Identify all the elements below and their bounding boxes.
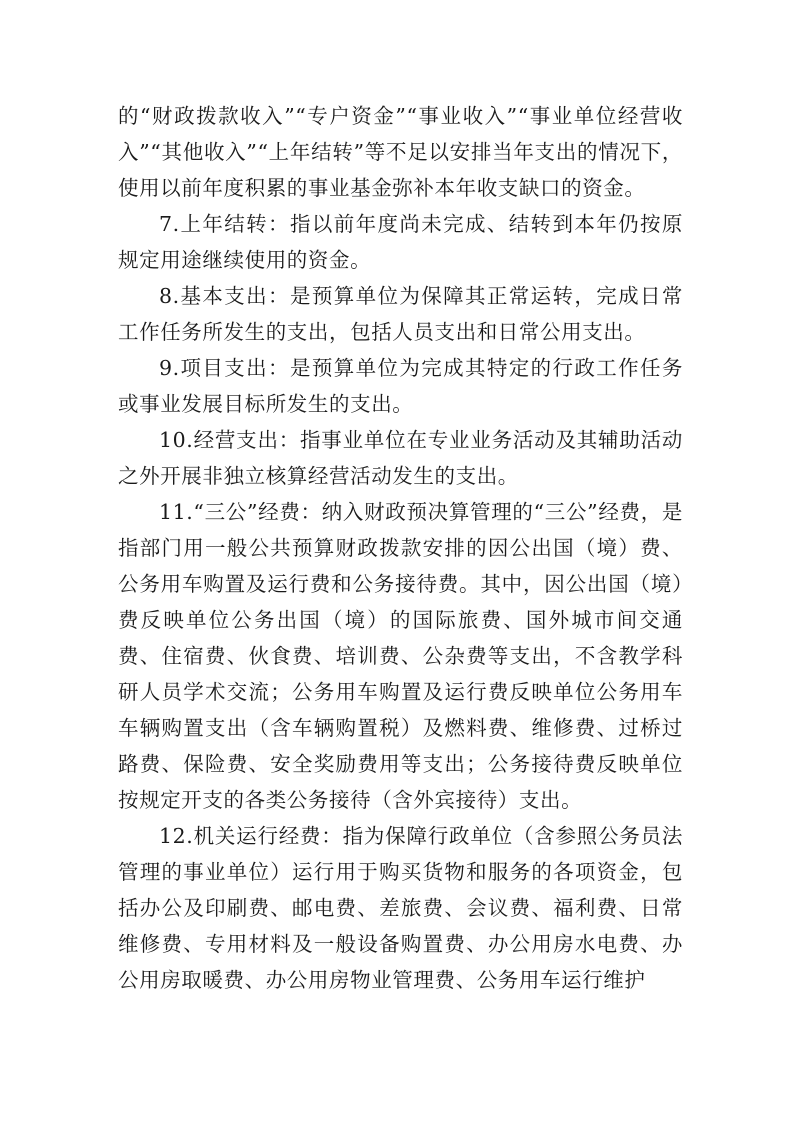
document-body	[118, 98, 683, 998]
paragraph-item-12: 12.机关运行经费：指为保障行政单位（含参照公务员法管理的事业单位）运行用于购买货物和服务的各项资金，包括办公及印刷费、邮电费、差旅费、会议费、福利费、日常维修费、专用材料及一般设备购置费、办公用房水电费、办公用房取暖费、办公用房物业管理费、公务用车运行维护	[118, 824, 683, 992]
paragraph-item-9: 9.项目支出：是预算单位为完成其特定的行政工作任务或事业发展目标所发生的支出。	[118, 356, 683, 416]
paragraph-continuation: 的“财政拨款收入”“专户资金”“事业收入”“事业单位经营收入”“其他收入”“上年结转”等不足以安排当年支出的情况下，使用以前年度积累的事业基金弥补本年收支缺口的资金。	[118, 104, 683, 200]
paragraph-item-11: 11.“三公”经费：纳入财政预决算管理的“三公”经费，是指部门用一般公共预算财政拨款安排的因公出国（境）费、公务用车购置及运行费和公务接待费。其中，因公出国（境）费反映单位公务出国（境）的国际旅费、国外城市间交通费、住宿费、伙食费、培训费、公杂费等支出，不含教学科研人员学术交流；公务用车购置及运行费反映单位公务用车车辆购置支出（含车辆购置税）及燃料费、维修费、过桥过路费、保险费、安全奖励费用等支出；公务接待费反映单位按规定开支的各类公务接待（含外宾接待）支出。	[118, 500, 683, 812]
paragraph-item-7: 7.上年结转：指以前年度尚未完成、结转到本年仍按原规定用途继续使用的资金。	[118, 212, 683, 272]
paragraph-item-10: 10.经营支出：指事业单位在专业业务活动及其辅助活动之外开展非独立核算经营活动发生的支出。	[118, 428, 683, 488]
paragraph-item-8: 8.基本支出：是预算单位为保障其正常运转，完成日常工作任务所发生的支出，包括人员支出和日常公用支出。	[118, 284, 683, 344]
